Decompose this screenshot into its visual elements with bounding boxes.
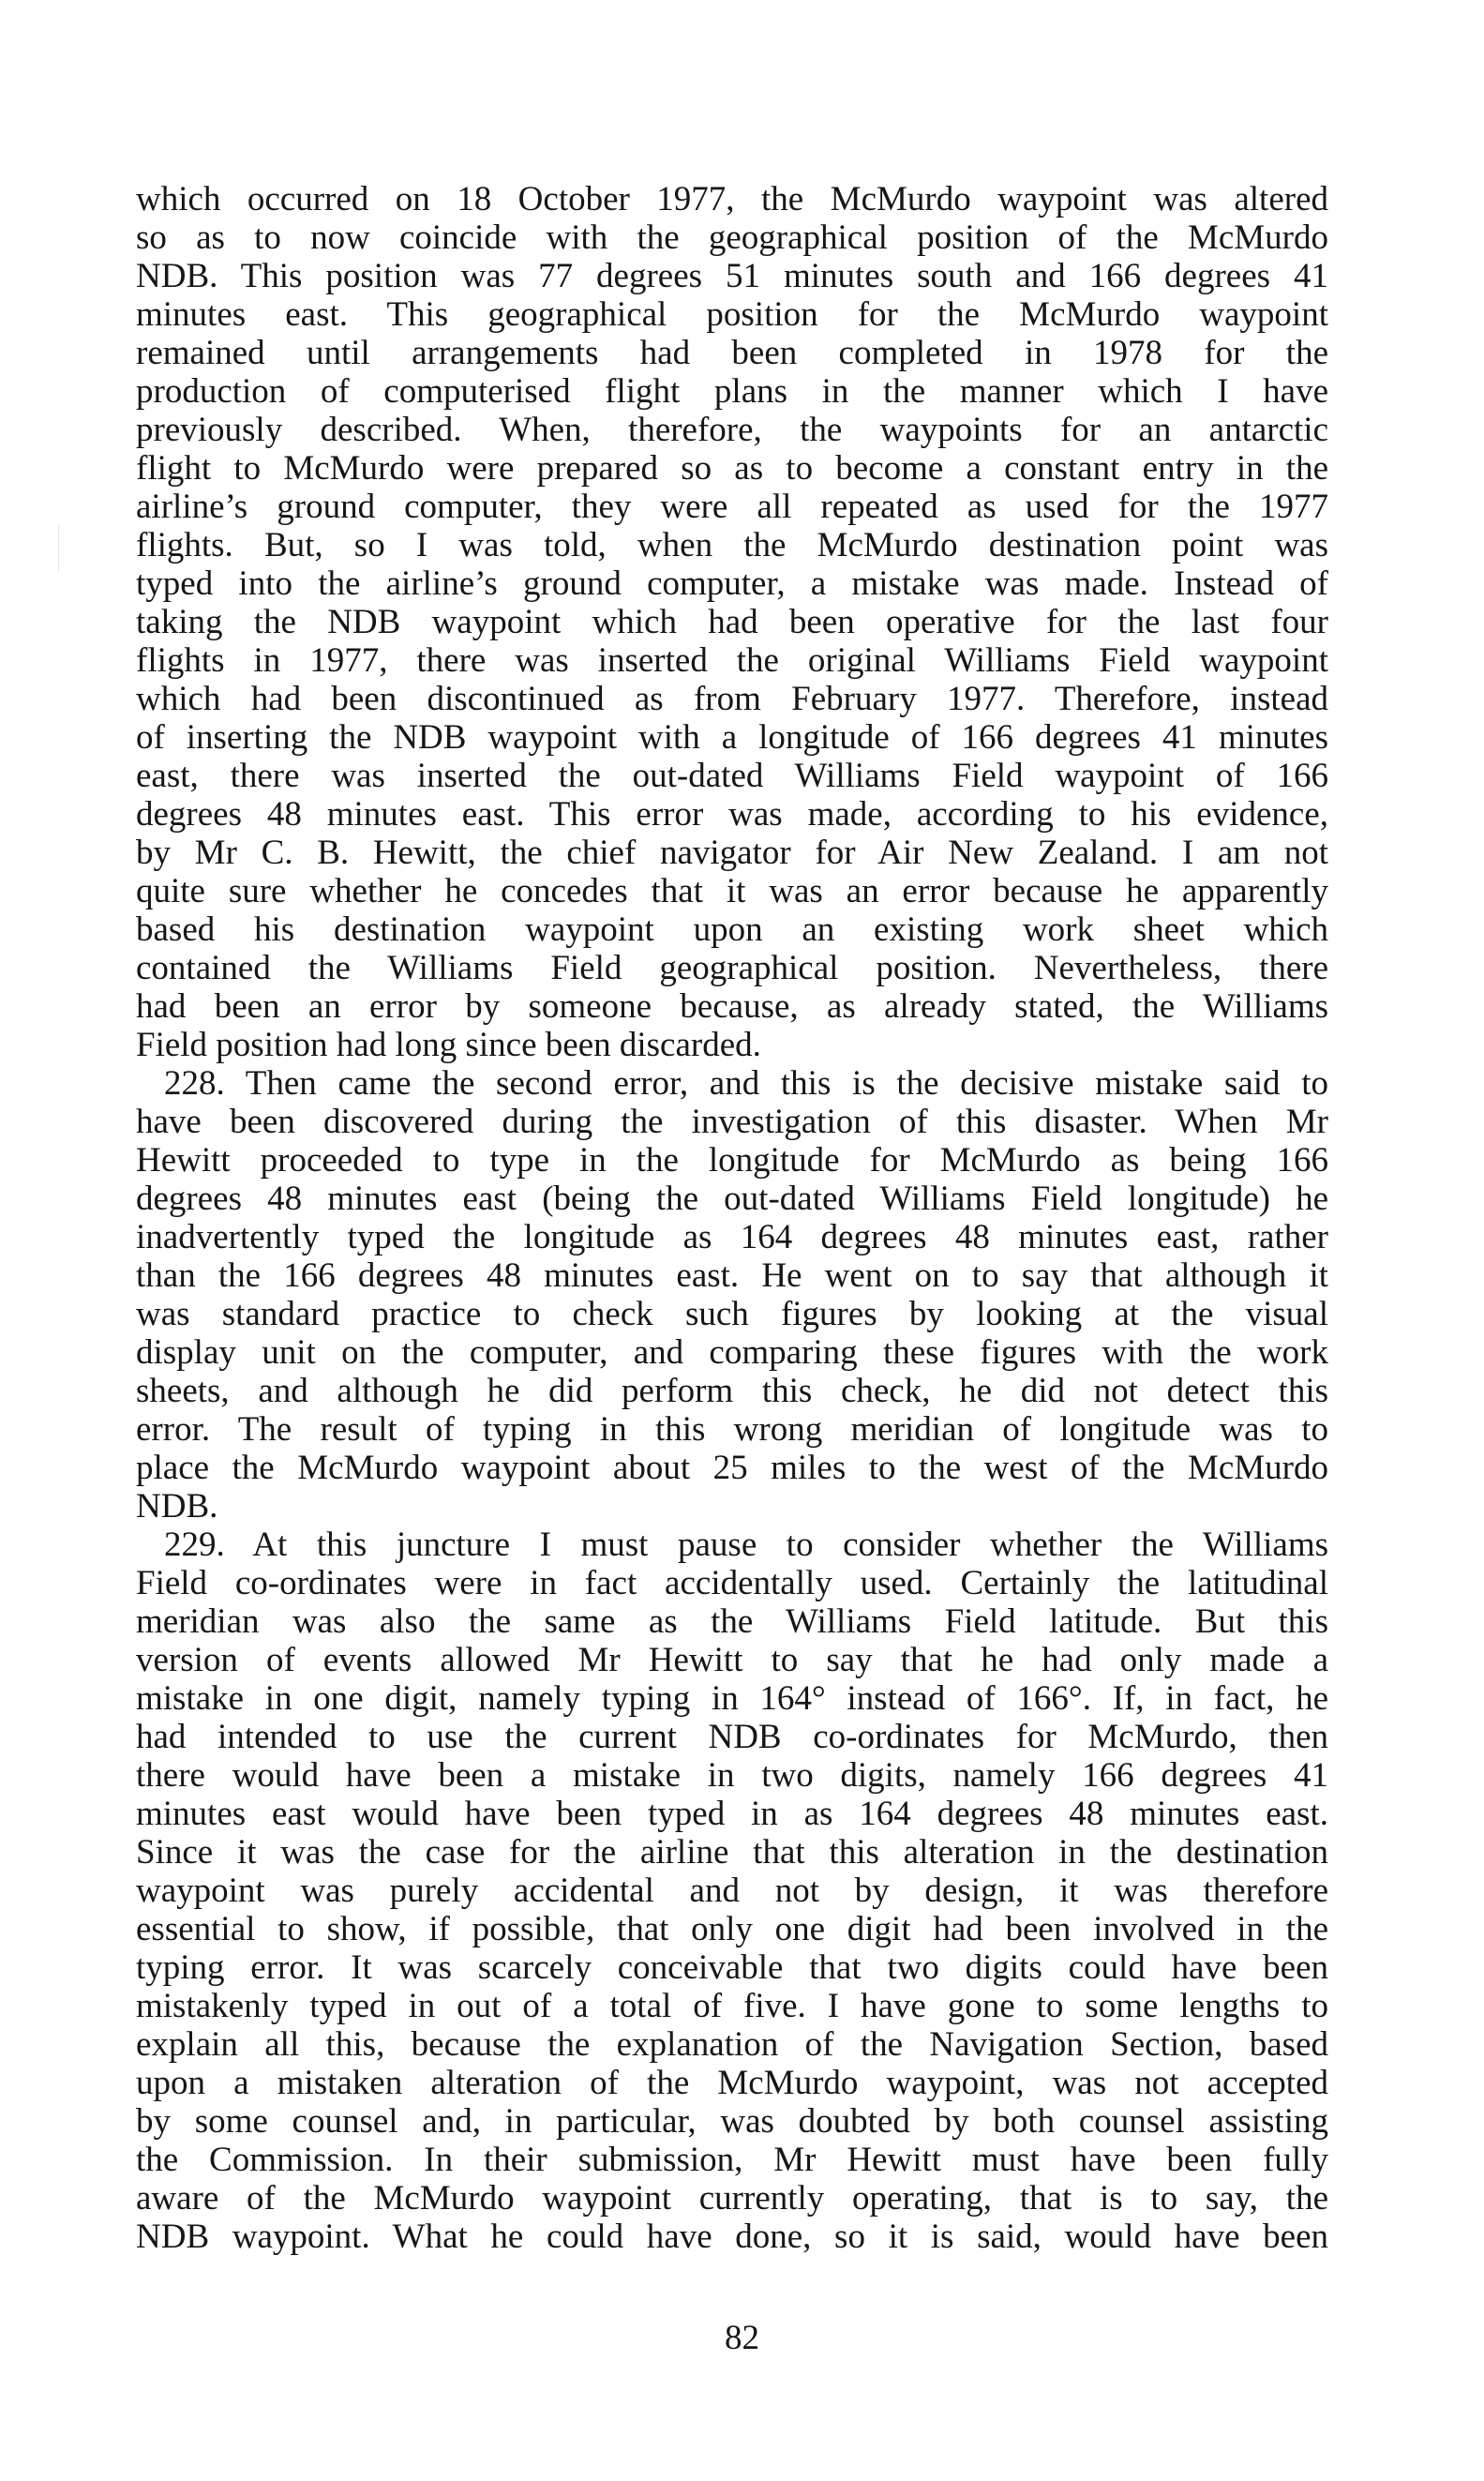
text-line: flights in 1977, there was inserted the original Williams Field waypoint	[136, 641, 1328, 680]
text-line: by Mr C. B. Hewitt, the chief navigator for Air New Zealand. I am not	[136, 834, 1328, 872]
text-line: quite sure whether he concedes that it was an error because he apparently	[136, 872, 1328, 910]
text-line: which had been discontinued as from February 1977. Therefore, instead	[136, 680, 1328, 718]
text-line: minutes east. This geographical position for the McMurdo waypoint	[136, 295, 1328, 334]
text-line: had intended to use the current NDB co-ordinates for McMurdo, then	[136, 1718, 1328, 1756]
text-line: mistake in one digit, namely typing in 164° instead of 166°. If, in fact, he	[136, 1679, 1328, 1718]
text-line: error. The result of typing in this wrong meridian of longitude was to	[136, 1410, 1328, 1449]
paragraph-228	[136, 1064, 1328, 1526]
text-line: degrees 48 minutes east. This error was made, according to his evidence,	[136, 795, 1328, 834]
text-line: NDB waypoint. What he could have done, so it is said, would have been	[136, 2218, 1328, 2256]
text-line: by some counsel and, in particular, was doubted by both counsel assisting	[136, 2102, 1328, 2141]
text-line: degrees 48 minutes east (being the out-dated Williams Field longitude) he	[136, 1180, 1328, 1218]
text-line: place the McMurdo waypoint about 25 miles to the west of the McMurdo	[136, 1449, 1328, 1487]
text-line: airline’s ground computer, they were all repeated as used for the 1977	[136, 488, 1328, 526]
text-line: flights. But, so I was told, when the McMurdo destination point was	[136, 526, 1328, 564]
text-line: contained the Williams Field geographical position. Nevertheless, there	[136, 949, 1328, 987]
text-line: flight to McMurdo were prepared so as to become a constant entry in the	[136, 449, 1328, 488]
page-number: 82	[725, 2319, 759, 2357]
text-line: typed into the airline’s ground computer, a mistake was made. Instead of	[136, 564, 1328, 603]
text-line: upon a mistaken alteration of the McMurdo waypoint, was not accepted	[136, 2064, 1328, 2102]
text-line: had been an error by someone because, as already stated, the Williams	[136, 987, 1328, 1026]
text-line: which occurred on 18 October 1977, the McMurdo waypoint was altered	[136, 180, 1328, 218]
text-line: was standard practice to check such figures by looking at the visual	[136, 1295, 1328, 1333]
text-line: 228. Then came the second error, and this is the decisive mistake said to	[164, 1064, 1328, 1103]
text-line: display unit on the computer, and comparing these figures with the work	[136, 1333, 1328, 1372]
text-line: the Commission. In their submission, Mr Hewitt must have been fully	[136, 2141, 1328, 2179]
text-line: of inserting the NDB waypoint with a longitude of 166 degrees 41 minutes	[136, 718, 1328, 757]
paragraph-1	[136, 180, 1328, 1064]
text-line: east, there was inserted the out-dated Williams Field waypoint of 166	[136, 757, 1328, 795]
text-line: version of events allowed Mr Hewitt to say that he had only made a	[136, 1641, 1328, 1679]
text-line: so as to now coincide with the geographical position of the McMurdo	[136, 218, 1328, 257]
text-line: have been discovered during the investigation of this disaster. When Mr	[136, 1103, 1328, 1141]
text-line: previously described. When, therefore, the waypoints for an antarctic	[136, 411, 1328, 449]
text-line: aware of the McMurdo waypoint currently operating, that is to say, the	[136, 2179, 1328, 2218]
text-line: minutes east would have been typed in as 164 degrees 48 minutes east.	[136, 1795, 1328, 1833]
text-line: meridian was also the same as the Williams Field latitude. But this	[136, 1602, 1328, 1641]
text-line: waypoint was purely accidental and not by design, it was therefore	[136, 1872, 1328, 1910]
text-line: Field co-ordinates were in fact accidentally used. Certainly the latitudinal	[136, 1564, 1328, 1602]
text-line: typing error. It was scarcely conceivable that two digits could have been	[136, 1948, 1328, 1987]
text-line: Since it was the case for the airline that this alteration in the destination	[136, 1833, 1328, 1872]
text-line: Hewitt proceeded to type in the longitude for McMurdo as being 166	[136, 1141, 1328, 1180]
text-line: remained until arrangements had been completed in 1978 for the	[136, 334, 1328, 372]
text-line: Field position had long since been discarded.	[136, 1026, 761, 1064]
text-line: sheets, and although he did perform this check, he did not detect this	[136, 1372, 1328, 1410]
paragraph-229	[136, 1526, 1328, 2256]
text-line: there would have been a mistake in two digits, namely 166 degrees 41	[136, 1756, 1328, 1795]
text-line: NDB.	[136, 1487, 218, 1526]
text-line: inadvertently typed the longitude as 164 degrees 48 minutes east, rather	[136, 1218, 1328, 1256]
text-line: essential to show, if possible, that only one digit had been involved in the	[136, 1910, 1328, 1948]
text-line: explain all this, because the explanation of the Navigation Section, based	[136, 2025, 1328, 2064]
text-line: taking the NDB waypoint which had been operative for the last four	[136, 603, 1328, 641]
text-line: NDB. This position was 77 degrees 51 minutes south and 166 degrees 41	[136, 257, 1328, 295]
text-line: based his destination waypoint upon an existing work sheet which	[136, 910, 1328, 949]
text-line: production of computerised flight plans in the manner which I have	[136, 372, 1328, 411]
text-line: than the 166 degrees 48 minutes east. He went on to say that although it	[136, 1256, 1328, 1295]
margin-mark	[58, 525, 59, 572]
body-text	[136, 180, 1328, 2256]
text-line: 229. At this juncture I must pause to consider whether the Williams	[164, 1526, 1328, 1564]
text-line: mistakenly typed in out of a total of five. I have gone to some lengths to	[136, 1987, 1328, 2025]
